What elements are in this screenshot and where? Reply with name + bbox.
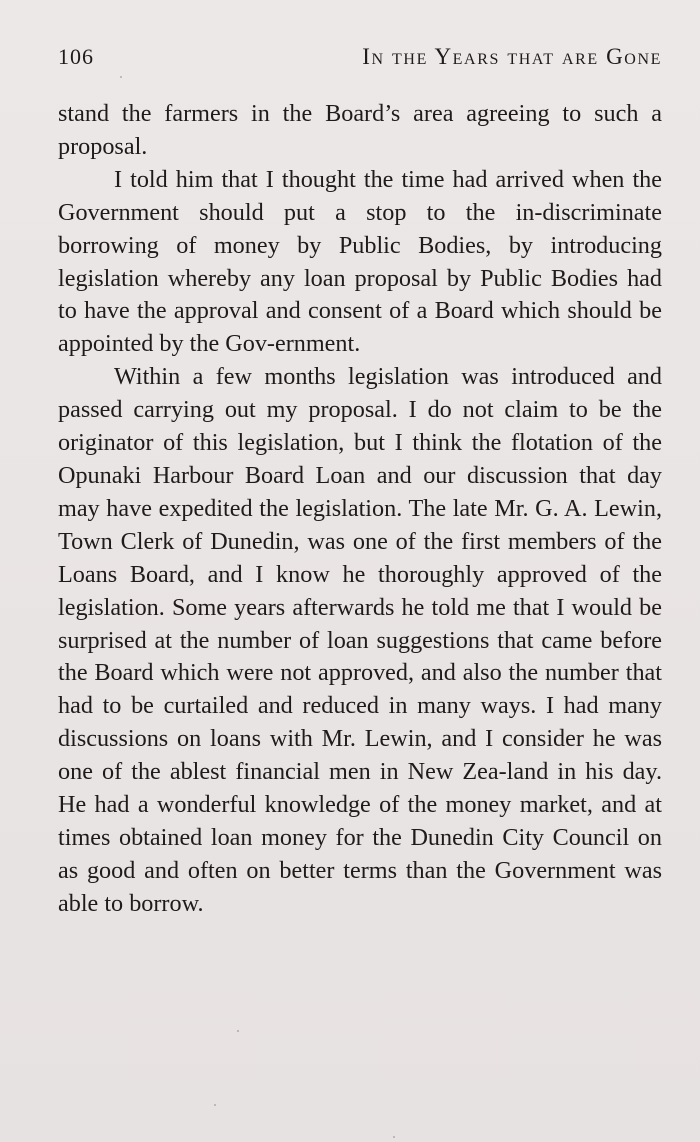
paragraph-2: I told him that I thought the time had arrived when the Government should put a stop to the in-discriminate borrowing of money by Public Bodies, by introducing legislation whereby any loan proposal by Public Bodies had to have the approval and consent of a Board which should be appointed by the Gov-ernment. xyxy=(58,165,662,358)
running-title: In the Years that are Gone xyxy=(362,44,662,69)
paragraph-3: Within a few months legislation was introduced and passed carrying out my proposal. I do not claim to be the originator of this legislation, but I think the flotation of the Opunaki Harbour Board Loan and our discussion that day may have expedited the legislation. The late Mr. G. A. Lewin, Town Clerk of Dunedin, was one of the first members of the Loans Board, and I know he thoroughly approved of the legislation. Some years afterwards he told me that I would be surprised at the number of loan suggestions that came before the Board which were not approved, and also the number that had to be curtailed and reduced in many ways. I had many discussions on loans with Mr. Lewin, and I consider he was one of the ablest financial men in New Zea-land in his day. He had a wonderful knowledge of the money market, and at times obtained loan money for the Dunedin City Council on as good and often on better terms than the Government was able to borrow. xyxy=(58,363,662,917)
page-number: 106 xyxy=(58,44,94,69)
paper-speck xyxy=(393,1136,395,1138)
paper-speck xyxy=(120,76,122,78)
paper-speck xyxy=(214,1104,216,1106)
body-text xyxy=(58,98,662,921)
paragraph-1: stand the farmers in the Board’s area agreeing to such a proposal. xyxy=(58,100,662,160)
running-head xyxy=(58,44,662,78)
paper-speck xyxy=(237,1030,239,1032)
